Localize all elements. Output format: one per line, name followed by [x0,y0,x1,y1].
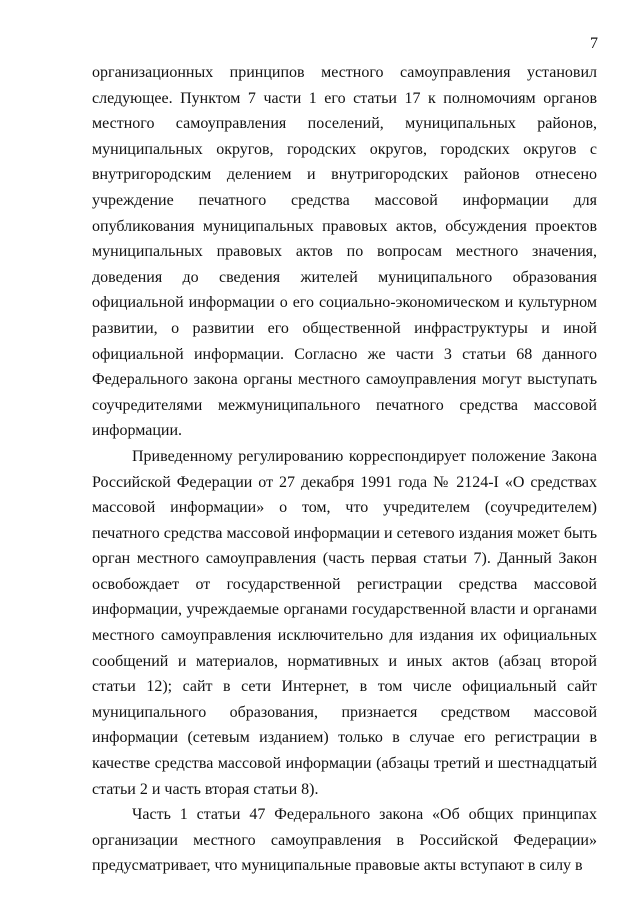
page-number: 7 [590,35,598,52]
paragraph-continuation: организационных принципов местного самоуправления установил следующее. Пунктом 7 части 1 его статьи 17 к полномочиям органов местного самоуправления поселений, муниципальных районов, муниципальных округов, городских округов, городских округов с внутригородским делением и внутригородских районов отнесено учреждение печатного средства массовой информации для опубликования муниципальных правовых актов, обсуждения проектов муниципальных правовых актов по вопросам местного значения, доведения до сведения жителей муниципального образования официальной информации о его социально-экономическом и культурном развитии, о развитии его общественной инфраструктуры и иной официальной информации. Согласно же части 3 статьи 68 данного Федерального закона органы местного самоуправления могут выступать соучредителями межмуниципального печатного средства массовой информации. [92,64,597,440]
document-body [92,60,597,879]
paragraph-article-47: Часть 1 статьи 47 Федерального закона «Об общих принципах организации местного самоуправления в Российской Федерации» предусматривает, что муниципальные правовые акты вступают в силу в [92,806,597,875]
paragraph-media-law: Приведенному регулированию корреспондирует положение Закона Российской Федерации от 27 декабря 1991 года № 2124-I «О средствах массовой информации» о том, что учредителем (соучредителем) печатного средства массовой информации и сетевого издания может быть орган местного самоуправления (часть первая статьи 7). Данный Закон освобождает от государственной регистрации средства массовой информации, учреждаемые органами государственной власти и органами местного самоуправления исключительно для издания их официальных сообщений и материалов, нормативных и иных актов (абзац второй статьи 12); сайт в сети Интернет, в том числе официальный сайт муниципального образования, признается средством массовой информации (сетевым изданием) только в случае его регистрации в качестве средства массовой информации (абзацы третий и шестнадцатый статьи 2 и часть вторая статьи 8). [92,447,597,798]
